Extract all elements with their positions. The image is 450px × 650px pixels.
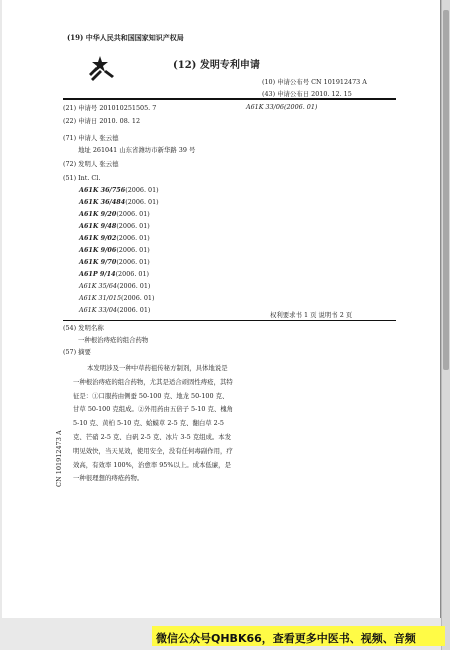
publication-date: (43) 申请公布日 2010. 12. 15: [262, 90, 352, 98]
list-item: A61K 36/756(2006. 01): [79, 186, 159, 194]
wechat-banner-text: 微信公众号QHBK66，查看更多中医书、视频、音频: [156, 632, 416, 645]
authority-title: (19) 中华人民共和国国家知识产权局: [67, 33, 184, 42]
list-item: A61K 9/70(2006. 01): [79, 258, 150, 266]
sipo-logo-icon: [86, 54, 118, 82]
abstract-label: (57) 摘要: [63, 348, 91, 356]
application-number: (21) 申请号 201010251505. 7: [63, 104, 157, 112]
list-item: A61P 9/14(2006. 01): [79, 270, 150, 278]
list-item: A61K 9/06(2006. 01): [79, 246, 150, 254]
side-publication-number: CN 101912473 A: [55, 430, 63, 487]
filing-date: (22) 申请日 2010. 08. 12: [63, 117, 141, 125]
publication-number: (10) 申请公布号 CN 101912473 A: [262, 78, 367, 86]
patent-page: [2, 0, 441, 618]
document-type-title: (12) 发明专利申请: [173, 60, 260, 71]
list-item: A61K 35/64(2006. 01): [79, 282, 151, 290]
applicant: (71) 申请人 张云德: [63, 134, 119, 142]
list-item: A61K 9/20(2006. 01): [79, 210, 150, 218]
list-item: A61K 36/484(2006. 01): [79, 198, 159, 206]
header-divider: [63, 98, 396, 100]
int-cl-label: (51) Int. Cl.: [63, 174, 101, 182]
invention-name-label: (54) 发明名称: [63, 324, 104, 332]
inventor: (72) 发明人 张云德: [63, 160, 119, 168]
invention-name: 一种根治痔疮的组合药物: [78, 336, 149, 344]
biblio-divider: [63, 320, 396, 321]
list-item: A61K 33/04(2006. 01): [79, 306, 151, 314]
list-item: A61K 31/015(2006. 01): [79, 294, 155, 302]
vertical-scrollbar[interactable]: [441, 0, 450, 650]
list-item: A61K 9/02(2006. 01): [79, 234, 150, 242]
abstract-text: 本发明涉及一种中草药祖传秘方制剂，具体地说是一种根治痔疮的组合药物，尤其是适合顽固性痔疮，其特征是：①口服药由侧蚕 50-100 克、地龙 50-100 克、甘草 50-100 克组成。②外用药由五倍子 5-10 克、槐角 5-10 克、黄柏 5-10 克、蛤蟆草 2-5 克、翻白草 2-5 克、芒硝 2-5 克、白矾 2-5 克、冰片 3-5 克组成。本发明见效快，当天见效，使用安全，没有任何毒副作用，疗效高，有效率 100%，治愈率 95%以上。成本低廉，是一种很理想的痔疮药物。: [73, 364, 234, 483]
applicant-address: 地址 261041 山东省潍坊市新华路 39 号: [78, 146, 196, 154]
page-count-note: 权利要求书 1 页 说明书 2 页: [270, 311, 353, 319]
scrollbar-thumb[interactable]: [443, 10, 449, 370]
main-ipc: A61K 33/06(2006. 01): [246, 103, 318, 111]
list-item: A61K 9/48(2006. 01): [79, 222, 150, 230]
